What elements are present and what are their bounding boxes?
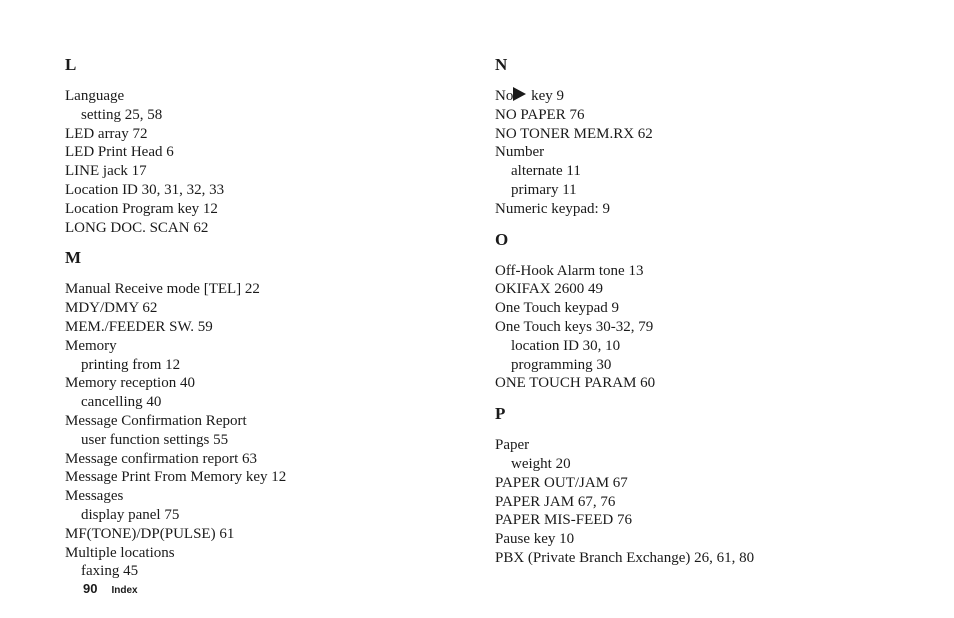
index-entry: Multiple locations [65,544,175,561]
index-section-n [495,54,925,219]
entry-list [65,87,465,237]
index-entry: MF(TONE)/DP(PULSE) 61 [65,525,235,542]
page-number: 90 [83,581,98,596]
index-section-l [65,54,465,237]
index-entry: Number [495,144,545,161]
index-entry: Message confirmation report 63 [65,450,258,467]
entry-list [495,436,925,568]
entry-list [495,87,925,219]
index-section-o [495,229,925,394]
index-entry: OKIFAX 2600 49 [495,281,604,298]
index-entry: PAPER JAM 67, 76 [495,493,616,510]
index-entry: One Touch keys 30-32, 79 [495,318,654,335]
index-section-p [495,403,925,568]
index-entry: LED array 72 [65,125,148,142]
index-entry: Messages [65,488,124,505]
index-entry: Message Print From Memory key 12 [65,469,287,486]
index-entry: Manual Receive mode [TEL] 22 [65,281,260,298]
index-entry: Language [65,88,125,104]
index-entry: MEM./FEEDER SW. 59 [65,318,213,335]
index-subentry: programming 30 [511,356,612,373]
entry-list [495,262,925,394]
section-letter: M [65,248,82,268]
index-subentry: display panel 75 [81,506,180,523]
index-subentry: location ID 30, 10 [511,337,621,354]
index-entry-no-key [495,87,925,106]
index-entry: Numeric keypad: 9 [495,200,610,217]
index-entry: PBX (Private Branch Exchange) 26, 61, 80 [495,549,755,566]
play-arrow-icon [513,87,526,101]
index-entry: Message Confirmation Report [65,412,247,429]
index-entry: NO TONER MEM.RX 62 [495,125,653,142]
footer-label: Index [111,585,138,596]
entry-suffix: key 9 [527,88,565,104]
index-entry: LED Print Head 6 [65,144,174,161]
index-entry: LINE jack 17 [65,163,147,180]
index-subentry: weight 20 [511,455,571,472]
index-column-right [495,54,925,568]
section-letter: O [495,229,509,249]
index-subentry: cancelling 40 [81,394,162,411]
index-subentry: printing from 12 [81,356,181,373]
index-subentry: setting 25, 58 [81,106,163,123]
index-subentry: user function settings 55 [81,431,229,448]
entry-prefix: No [495,88,514,104]
index-entry: Off-Hook Alarm tone 13 [495,262,644,279]
index-entry: Location Program key 12 [65,200,218,217]
index-entry: Pause key 10 [495,531,575,548]
index-entry: LONG DOC. SCAN 62 [65,219,209,236]
index-entry: Location ID 30, 31, 32, 33 [65,181,225,198]
index-entry: Memory [65,337,117,354]
page-footer [83,581,138,596]
section-letter: P [495,404,506,424]
index-entry: PAPER MIS-FEED 76 [495,512,632,529]
index-subentry: primary 11 [511,181,577,198]
entry-list [65,280,465,581]
index-section-m [65,247,465,581]
index-entry: One Touch keypad 9 [495,300,620,317]
index-subentry: alternate 11 [511,163,581,180]
index-entry: NO PAPER 76 [495,106,585,123]
index-entry: ONE TOUCH PARAM 60 [495,375,656,392]
index-entry: MDY/DMY 62 [65,300,158,317]
index-column-left [65,54,465,581]
index-subentry: faxing 45 [81,563,139,580]
section-letter: L [65,55,77,74]
index-entry: Paper [495,437,530,454]
section-letter: N [495,55,508,74]
index-entry: Memory reception 40 [65,375,195,392]
index-entry: PAPER OUT/JAM 67 [495,474,628,491]
